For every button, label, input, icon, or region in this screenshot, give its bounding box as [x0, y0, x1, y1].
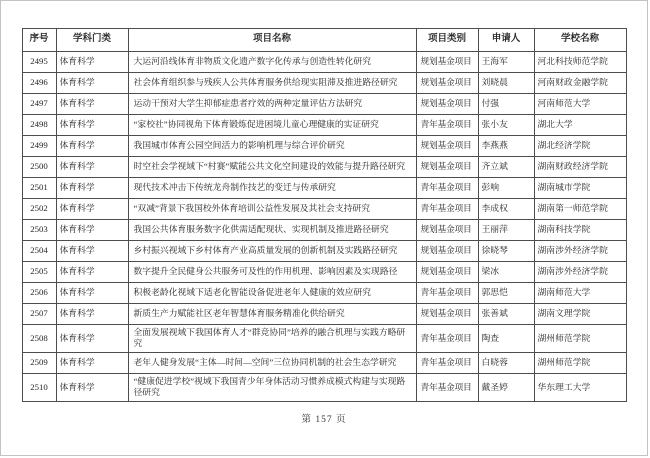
project-type-cell: 规划基金项目: [416, 220, 478, 241]
table-row: [22, 94, 626, 115]
school-name-cell: 湖南第一师范学院: [534, 199, 626, 220]
school-name-cell: 湖南师范大学: [534, 283, 626, 304]
project-name-cell: 乡村振兴视域下乡村体育产业高质量发展的创新机制及实践路径研究: [128, 241, 416, 262]
serial-number-cell: 2509: [22, 352, 56, 373]
project-name-cell: 全面发展视域下我国体育人才“群竞协同”培养的融合机理与实践方略研究: [128, 325, 416, 353]
project-name-cell: 现代技术冲击下传统龙舟制作技艺的变迁与传承研究: [128, 178, 416, 199]
school-name-cell: 湖北经济学院: [534, 136, 626, 157]
discipline-category-cell: 体育科学: [56, 94, 128, 115]
serial-number-cell: 2503: [22, 220, 56, 241]
project-name-cell: 积极老龄化视域下适老化智能设备促进老年人健康的效应研究: [128, 283, 416, 304]
header-project-name: 项目名称: [128, 29, 416, 52]
school-name-cell: 湖南城市学院: [534, 178, 626, 199]
serial-number-cell: 2506: [22, 283, 56, 304]
applicant-cell: 王丽萍: [478, 220, 534, 241]
discipline-category-cell: 体育科学: [56, 199, 128, 220]
project-type-cell: 青年基金项目: [416, 325, 478, 353]
table-row: [22, 52, 626, 73]
project-name-cell: 我国城市体育公园空间活力的影响机理与综合评价研究: [128, 136, 416, 157]
project-type-cell: 青年基金项目: [416, 373, 478, 401]
discipline-category-cell: 体育科学: [56, 283, 128, 304]
project-type-cell: 规划基金项目: [416, 52, 478, 73]
table-row: [22, 73, 626, 94]
serial-number-cell: 2495: [22, 52, 56, 73]
school-name-cell: 河南师范大学: [534, 94, 626, 115]
serial-number-cell: 2497: [22, 94, 56, 115]
applicant-cell: 白晓蓉: [478, 352, 534, 373]
serial-number-cell: 2501: [22, 178, 56, 199]
school-name-cell: 湖州师范学院: [534, 325, 626, 353]
table-row: [22, 262, 626, 283]
table-row: [22, 325, 626, 353]
applicant-cell: 徐晓琴: [478, 241, 534, 262]
table-body: [22, 52, 626, 402]
discipline-category-cell: 体育科学: [56, 178, 128, 199]
serial-number-cell: 2496: [22, 73, 56, 94]
project-type-cell: 规划基金项目: [416, 94, 478, 115]
table-header: [22, 29, 626, 52]
serial-number-cell: 2499: [22, 136, 56, 157]
project-type-cell: 青年基金项目: [416, 115, 478, 136]
header-school-name: 学校名称: [534, 29, 626, 52]
project-type-cell: 规划基金项目: [416, 157, 478, 178]
school-name-cell: 湖州师范学院: [534, 352, 626, 373]
table-row: [22, 241, 626, 262]
applicant-cell: 刘晓晨: [478, 73, 534, 94]
page-number: 第 157 页: [301, 414, 347, 425]
applicant-cell: 张小友: [478, 115, 534, 136]
table-row: [22, 352, 626, 373]
project-name-cell: “健康促进学校”视域下我国青少年身体活动习惯养成模式构建与实现路径研究: [128, 373, 416, 401]
header-serial-number: 序号: [22, 29, 56, 52]
applicant-cell: 郭思恺: [478, 283, 534, 304]
school-name-cell: 湖南涉外经济学院: [534, 262, 626, 283]
school-name-cell: 湖南文理学院: [534, 304, 626, 325]
serial-number-cell: 2500: [22, 157, 56, 178]
project-type-cell: 青年基金项目: [416, 283, 478, 304]
applicant-cell: 齐立斌: [478, 157, 534, 178]
project-name-cell: “双减”背景下我国校外体育培训公益性发展及其社会支持研究: [128, 199, 416, 220]
project-name-cell: 新质生产力赋能社区老年智慧体育服务精准化供给研究: [128, 304, 416, 325]
project-name-cell: 时空社会学视域下“村赛”赋能公共文化空间建设的效能与提升路径研究: [128, 157, 416, 178]
project-name-cell: 社会体育组织参与残疾人公共体育服务供给现实阻滞及推进路径研究: [128, 73, 416, 94]
discipline-category-cell: 体育科学: [56, 220, 128, 241]
school-name-cell: 湖南财政经济学院: [534, 157, 626, 178]
table-row: [22, 373, 626, 401]
discipline-category-cell: 体育科学: [56, 352, 128, 373]
table-row: [22, 157, 626, 178]
serial-number-cell: 2507: [22, 304, 56, 325]
serial-number-cell: 2510: [22, 373, 56, 401]
school-name-cell: 华东理工大学: [534, 373, 626, 401]
discipline-category-cell: 体育科学: [56, 262, 128, 283]
project-type-cell: 规划基金项目: [416, 304, 478, 325]
table-row: [22, 220, 626, 241]
applicant-cell: 陶查: [478, 325, 534, 353]
serial-number-cell: 2504: [22, 241, 56, 262]
header-applicant: 申请人: [478, 29, 534, 52]
school-name-cell: 湖北大学: [534, 115, 626, 136]
project-type-cell: 青年基金项目: [416, 352, 478, 373]
project-name-cell: “家校社”协同视角下体育锻炼促进困境儿童心理健康的实证研究: [128, 115, 416, 136]
discipline-category-cell: 体育科学: [56, 304, 128, 325]
project-name-cell: 大运河沿线体育非物质文化遗产数字化传承与创造性转化研究: [128, 52, 416, 73]
serial-number-cell: 2508: [22, 325, 56, 353]
project-name-cell: 运动干预对大学生抑郁症患者疗效的两种定量评估方法研究: [128, 94, 416, 115]
discipline-category-cell: 体育科学: [56, 73, 128, 94]
applicant-cell: 张善斌: [478, 304, 534, 325]
project-type-cell: 规划基金项目: [416, 73, 478, 94]
discipline-category-cell: 体育科学: [56, 241, 128, 262]
table-row: [22, 136, 626, 157]
school-name-cell: 河北科技师范学院: [534, 52, 626, 73]
table-row: [22, 115, 626, 136]
discipline-category-cell: 体育科学: [56, 115, 128, 136]
table-row: [22, 283, 626, 304]
discipline-category-cell: 体育科学: [56, 157, 128, 178]
school-name-cell: 河南财政金融学院: [534, 73, 626, 94]
project-type-cell: 规划基金项目: [416, 136, 478, 157]
discipline-category-cell: 体育科学: [56, 373, 128, 401]
school-name-cell: 湖南涉外经济学院: [534, 241, 626, 262]
project-type-cell: 青年基金项目: [416, 199, 478, 220]
applicant-cell: 李成权: [478, 199, 534, 220]
serial-number-cell: 2505: [22, 262, 56, 283]
applicant-cell: 付强: [478, 94, 534, 115]
project-name-cell: 老年人健身发展“主体—时间—空间”三位协同机制的社会生态学研究: [128, 352, 416, 373]
applicant-cell: 李燕燕: [478, 136, 534, 157]
project-name-cell: 数字提升全民健身公共服务可及性的作用机理、影响因素及实现路径: [128, 262, 416, 283]
project-name-cell: 我国公共体育服务数字化供需适配现状、实现机制及推进路径研究: [128, 220, 416, 241]
table-row: [22, 199, 626, 220]
project-type-cell: 规划基金项目: [416, 262, 478, 283]
discipline-category-cell: 体育科学: [56, 136, 128, 157]
serial-number-cell: 2502: [22, 199, 56, 220]
applicant-cell: 梁冰: [478, 262, 534, 283]
project-list-table: [22, 28, 627, 402]
discipline-category-cell: 体育科学: [56, 52, 128, 73]
project-type-cell: 规划基金项目: [416, 241, 478, 262]
serial-number-cell: 2498: [22, 115, 56, 136]
table-row: [22, 304, 626, 325]
applicant-cell: 王海军: [478, 52, 534, 73]
header-row: [22, 29, 626, 52]
table-row: [22, 178, 626, 199]
project-type-cell: 青年基金项目: [416, 178, 478, 199]
school-name-cell: 湖南科技学院: [534, 220, 626, 241]
header-discipline-category: 学科门类: [56, 29, 128, 52]
applicant-cell: 戴圣婷: [478, 373, 534, 401]
header-project-type: 项目类别: [416, 29, 478, 52]
discipline-category-cell: 体育科学: [56, 325, 128, 353]
applicant-cell: 彭响: [478, 178, 534, 199]
